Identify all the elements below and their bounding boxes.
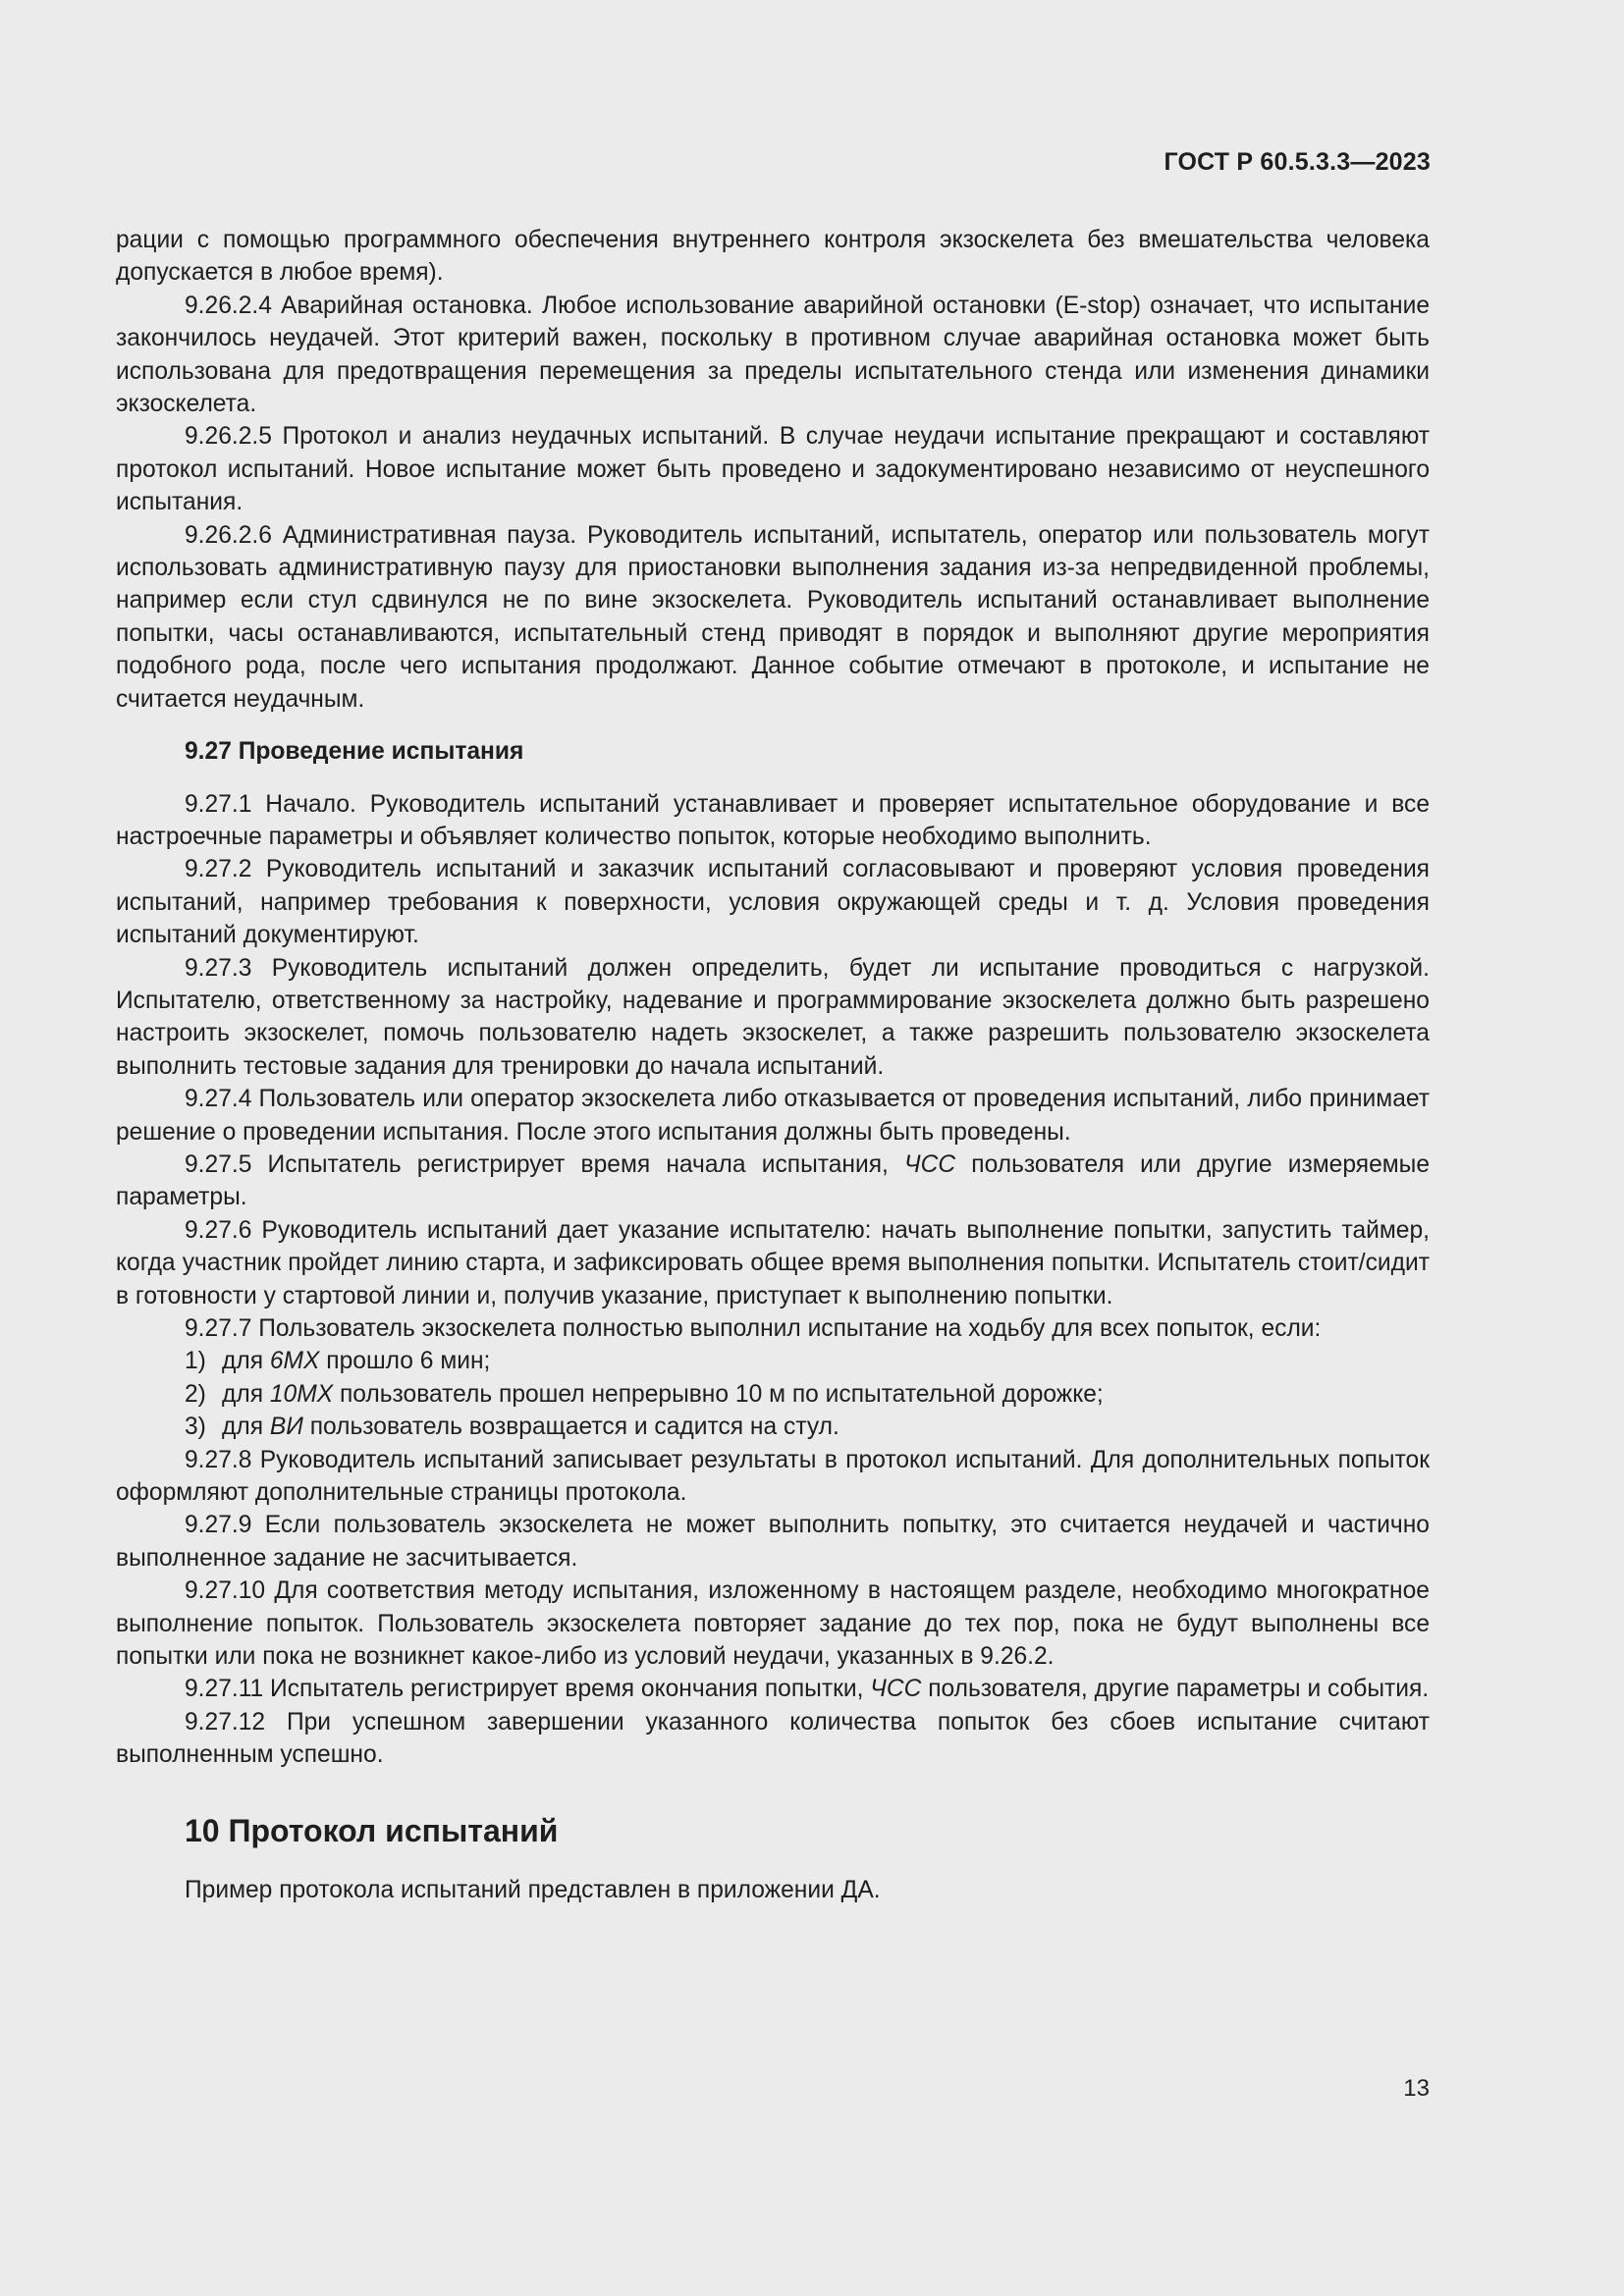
- paragraph-9-27-2: 9.27.2 Руководитель испытаний и заказчик испытаний согласовывают и проверяют условия проведения испытаний, например требования к поверхности, условия окружающей среды и т. д. Условия проведения испытаний документируют.: [116, 856, 1430, 949]
- paragraph-10-text: Пример протокола испытаний представлен в приложении ДА.: [185, 1876, 881, 1903]
- paragraph-9-27-1: 9.27.1 Начало. Руководитель испытаний устанавливает и проверяет испытательное оборудование и все настроечные параметры и объявляет количество попыток, которые необходимо выполнить.: [116, 790, 1430, 850]
- text-fragment: прошло 6 мин;: [319, 1348, 491, 1375]
- paragraph-9-27-8: 9.27.8 Руководитель испытаний записывает результаты в протокол испытаний. Для дополнительных попыток оформляют дополнительные страницы протокола.: [116, 1446, 1430, 1507]
- list-number: 2): [185, 1380, 206, 1408]
- paragraph-9-27-6: 9.27.6 Руководитель испытаний дает указание испытателю: начать выполнение попытки, запустить таймер, когда участник пройдет линию старта, и зафиксировать общее время выполнения попытки. Испытатель стоит/сидит в готовности у стартовой линии и, получив указание, приступает к выполнению попытки.: [116, 1216, 1430, 1309]
- paragraph-9-27-12: 9.27.12 При успешном завершении указанного количества попыток без сбоев испытание считают выполненным успешно.: [116, 1708, 1430, 1769]
- paragraph-9-27-9: 9.27.9 Если пользователь экзоскелета не может выполнить попытку, это считается неудачей и частично выполненное задание не засчитывается.: [116, 1512, 1430, 1572]
- paragraph-9-27-7: 9.27.7 Пользователь экзоскелета полностью выполнил испытание на ходьбу для всех попыток, если:: [185, 1315, 1322, 1342]
- text-fragment: 9.27.5 Испытатель регистрирует время начала испытания,: [185, 1150, 905, 1178]
- section-heading-9-27: 9.27 Проведение испытания: [185, 738, 524, 766]
- text-fragment: пользователя, другие параметры и события.: [921, 1676, 1430, 1703]
- emphasis-term: ЧСС: [870, 1676, 922, 1703]
- section-heading-10: 10 Протокол испытаний: [185, 1812, 559, 1848]
- document-code-header: ГОСТ Р 60.5.3.3—2023: [1164, 148, 1431, 176]
- paragraph-9-27-10: 9.27.10 Для соответствия методу испытания, изложенному в настоящем разделе, необходимо многократное выполнение попыток. Пользователь экзоскелета повторяет задание до тех пор, пока не будут выполнены все попытки или пока не возникнет какое-либо из условий неудачи, указанных в 9.26.2.: [116, 1577, 1430, 1671]
- text-fragment: для: [222, 1414, 270, 1441]
- page-number: 13: [1403, 2075, 1430, 2102]
- paragraph-9-27-4: 9.27.4 Пользователь или оператор экзоскелета либо отказывается от проведения испытаний, либо принимает решение о проведении испытания. После этого испытания должны быть проведены.: [116, 1086, 1430, 1146]
- list-number: 1): [185, 1348, 206, 1375]
- emphasis-term: 6МХ: [269, 1348, 320, 1375]
- text-fragment: 9.27.11 Испытатель регистрирует время окончания попытки,: [185, 1676, 871, 1703]
- list-item: [116, 1411, 1430, 1443]
- paragraph-9-26-2-4: 9.26.2.4 Аварийная остановка. Любое использование аварийной остановки (E-stop) означает, что испытание закончилось неудачей. Этот критерий важен, поскольку в противном случае аварийная остановка может быть использована для предотвращения перемещения за пределы испытательного стенда или изменения динамики экзоскелета.: [116, 292, 1430, 418]
- paragraph-9-26-2-6: 9.26.2.6 Административная пауза. Руководитель испытаний, испытатель, оператор или пользователь могут использовать административную паузу для приостановки выполнения задания из-за непредвиденной проблемы, например если стул сдвинулся не по вине экзоскелета. Руководитель испытаний останавливает выполнение попытки, часы останавливаются, испытательный стенд приводят в порядок и выполняют другие мероприятия подобного рода, после чего испытания продолжают. Данное событие отмечают в протоколе, и испытание не считается неудачным.: [116, 521, 1430, 713]
- text-fragment: для: [222, 1348, 270, 1375]
- paragraph-9-27-5: [116, 1148, 1430, 1214]
- list-item: [116, 1345, 1430, 1377]
- paragraph-continuation: рации с помощью программного обеспечения внутреннего контроля экзоскелета без вмешательства человека допускается в любое время).: [116, 227, 1430, 287]
- emphasis-term: ВИ: [269, 1414, 303, 1441]
- text-fragment: для: [222, 1380, 270, 1408]
- text-fragment: пользователь возвращается и садится на стул.: [302, 1414, 839, 1441]
- paragraph-9-27-3: 9.27.3 Руководитель испытаний должен определить, будет ли испытание проводиться с нагрузкой. Испытателю, ответственному за настройку, надевание и программирование экзоскелета должно быть разрешено настроить экзоскелет, помочь пользователю надеть экзоскелет, а также разрешить пользователю экзоскелета выполнить тестовые задания для тренировки до начала испытаний.: [116, 954, 1430, 1080]
- paragraph-9-27-11: [116, 1673, 1430, 1705]
- emphasis-term: ЧСС: [904, 1150, 956, 1178]
- text-fragment: пользователя или другие измеряемые параметры.: [116, 1150, 1431, 1211]
- text-fragment: пользователь прошел непрерывно 10 м по испытательной дорожке;: [333, 1380, 1104, 1408]
- list-number: 3): [185, 1414, 206, 1441]
- list-item: [116, 1378, 1430, 1411]
- paragraph-9-26-2-5: 9.26.2.5 Протокол и анализ неудачных испытаний. В случае неудачи испытание прекращают и составляют протокол испытаний. Новое испытание может быть проведено и задокументировано независимо от неуспешного испытания.: [116, 423, 1430, 516]
- emphasis-term: 10МХ: [269, 1380, 334, 1408]
- page-body: [116, 224, 1430, 1906]
